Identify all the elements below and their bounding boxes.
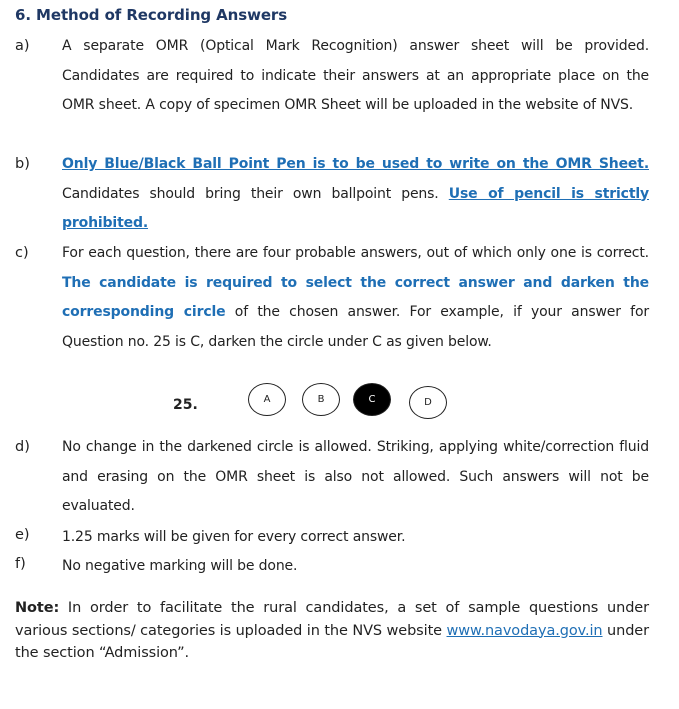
omr-bubble-b: B — [302, 383, 340, 416]
pencil-prohibited-link[interactable]: Use of pencil is strictly prohibited. — [62, 185, 649, 231]
omr-question-number: 25. — [173, 397, 198, 413]
item-c-plain-1: For each question, there are four probable answers, out of which only one is correct. — [62, 245, 649, 261]
note-label: Note: — [15, 600, 60, 616]
item-d-text: No change in the darkened circle is allowed. Striking, applying white/correction fluid and erasing on the OMR sheet is also not allowed. Such answers will not be evaluated. — [62, 439, 649, 514]
item-d-label: d) — [15, 439, 30, 455]
item-a-label: a) — [15, 38, 30, 54]
item-c-highlight: The candidate is required to select the correct answer and darken the corresponding circle — [62, 274, 649, 320]
item-b-text — [62, 150, 649, 239]
item-c-plain-2: of the chosen answer. For example, if your answer for Question no. 25 is C, darken the circle under C as given below. — [62, 304, 649, 350]
note-text: In order to facilitate the rural candidates, a set of sample questions under various sections/ categories is uploaded in the NVS website — [15, 600, 649, 639]
item-e-text: 1.25 marks will be given for every correct answer. — [62, 529, 406, 545]
item-f-text: No negative marking will be done. — [62, 558, 298, 574]
item-e-label: e) — [15, 527, 30, 543]
note-paragraph — [15, 597, 649, 665]
item-b-plain: Candidates should bring their own ballpoint pens. — [62, 185, 449, 202]
item-a-text: A separate OMR (Optical Mark Recognition) answer sheet will be provided. Candidates are required to indicate their answers at an appropriate place on the OMR sheet. A copy of specimen OMR Sheet will be uploaded in the website of NVS. — [62, 38, 649, 113]
item-c-text — [62, 239, 649, 357]
omr-bubble-a: A — [248, 383, 286, 416]
item-c-label: c) — [15, 245, 29, 261]
omr-bubble-d: D — [409, 386, 447, 419]
item-f-label: f) — [15, 556, 26, 572]
pen-instruction-link[interactable]: Only Blue/Black Ball Point Pen is to be used to write on the OMR Sheet. — [62, 156, 649, 172]
navodaya-website-link[interactable]: www.navodaya.gov.in — [446, 622, 603, 639]
section-heading: 6. Method of Recording Answers — [15, 6, 288, 24]
omr-bubble-c-filled: C — [353, 383, 391, 416]
note-text-after: under the section “Admission”. — [15, 622, 649, 661]
item-b-label: b) — [15, 156, 30, 172]
